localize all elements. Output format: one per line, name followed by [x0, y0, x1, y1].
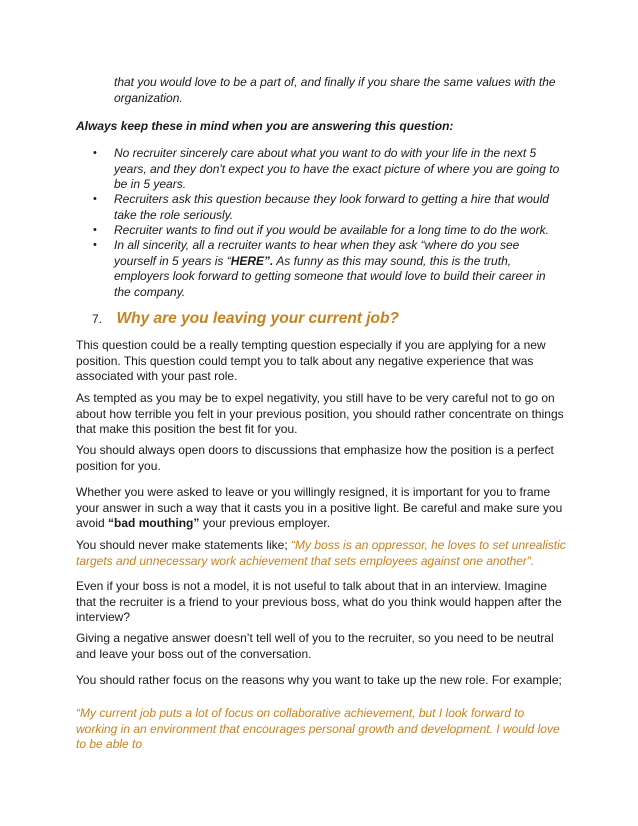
- bullet-marker: •: [93, 239, 97, 251]
- paragraph-5: [76, 538, 566, 569]
- paragraph-3: You should always open doors to discussions that emphasize how the position is a perfect position for you.: [76, 443, 554, 473]
- bullet-item-4: [114, 238, 562, 300]
- p4-text-after: your previous employer.: [199, 516, 331, 530]
- intro-text: [114, 75, 574, 106]
- section-title: Why are you leaving your current job?: [116, 310, 399, 327]
- bullet-marker: •: [93, 193, 97, 205]
- paragraph-1: This question could be a really tempting question especially if you are applying for a new position. This question could tempt you to talk about any negative experience that was associated with your past role.: [76, 338, 546, 383]
- bullet-4-text-after: As funny as this may sound, this is the truth, employers look forward to getting someone that would love to build their career in the company.: [114, 253, 546, 299]
- bullet-item-2: Recruiters ask this question because they look forward to getting a hire that would take the role seriously.: [114, 192, 549, 222]
- paragraph-7: Giving a negative answer doesn’t tell well of you to the recruiter, so you need to be neutral and leave your boss out of the conversation.: [76, 631, 554, 661]
- bullet-item-3: Recruiter wants to find out if you would be available for a long time to do the work.: [114, 223, 549, 237]
- paragraph-9-example: “My current job puts a lot of focus on collaborative achievement, but I look forward to working in an environment that encourages personal growth and development. I would love to be able to: [76, 706, 560, 751]
- p5-text: You should never make statements like;: [76, 538, 292, 552]
- bullet-marker: •: [93, 224, 97, 236]
- here-emphasis: HERE”.: [230, 253, 274, 268]
- paragraph-4: [76, 485, 566, 532]
- paragraph-6: Even if your boss is not a model, it is not useful to talk about that in an interview. Imagine that the recruiter is a friend to your previous boss, what do you think would happen after the interview?: [76, 579, 562, 624]
- boss-quote: “My boss is an oppressor, he loves to set unrealistic targets and unnecessary work achievement that sets employees against one another”.: [76, 538, 566, 568]
- section-number: 7.: [92, 312, 103, 326]
- paragraph-8: You should rather focus on the reasons why you want to take up the new role. For example;: [76, 673, 562, 687]
- intro-line-1: that you would love to be a part of, and finally if you share the same values with the: [114, 75, 556, 89]
- bullet-item-1: No recruiter sincerely care about what you want to do with your life in the next 5 years, and they don't expect you to have the exact picture of where you are going to be in 5 years.: [114, 146, 560, 191]
- bullet-marker: •: [93, 147, 97, 159]
- mind-heading: Always keep these in mind when you are answering this question:: [76, 119, 454, 133]
- paragraph-2: As tempted as you may be to expel negativity, you still have to be very careful not to go on about how terrible you felt in your previous position, you should rather concentrate on things that make this position the best fit for you.: [76, 391, 564, 436]
- section-heading: [92, 310, 399, 328]
- bad-mouthing-emphasis: “bad mouthing”: [108, 516, 200, 530]
- bullet-4-text: In all sincerity, all a recruiter wants to hear when they ask “where do you see yourself in 5 years is “: [114, 238, 520, 268]
- p4-text: Whether you were asked to leave or you willingly resigned, it is important for you to frame your answer in such a way that it casts you in a positive light. Be careful and make sure you avoid: [76, 485, 563, 530]
- intro-line-2: organization.: [114, 90, 183, 105]
